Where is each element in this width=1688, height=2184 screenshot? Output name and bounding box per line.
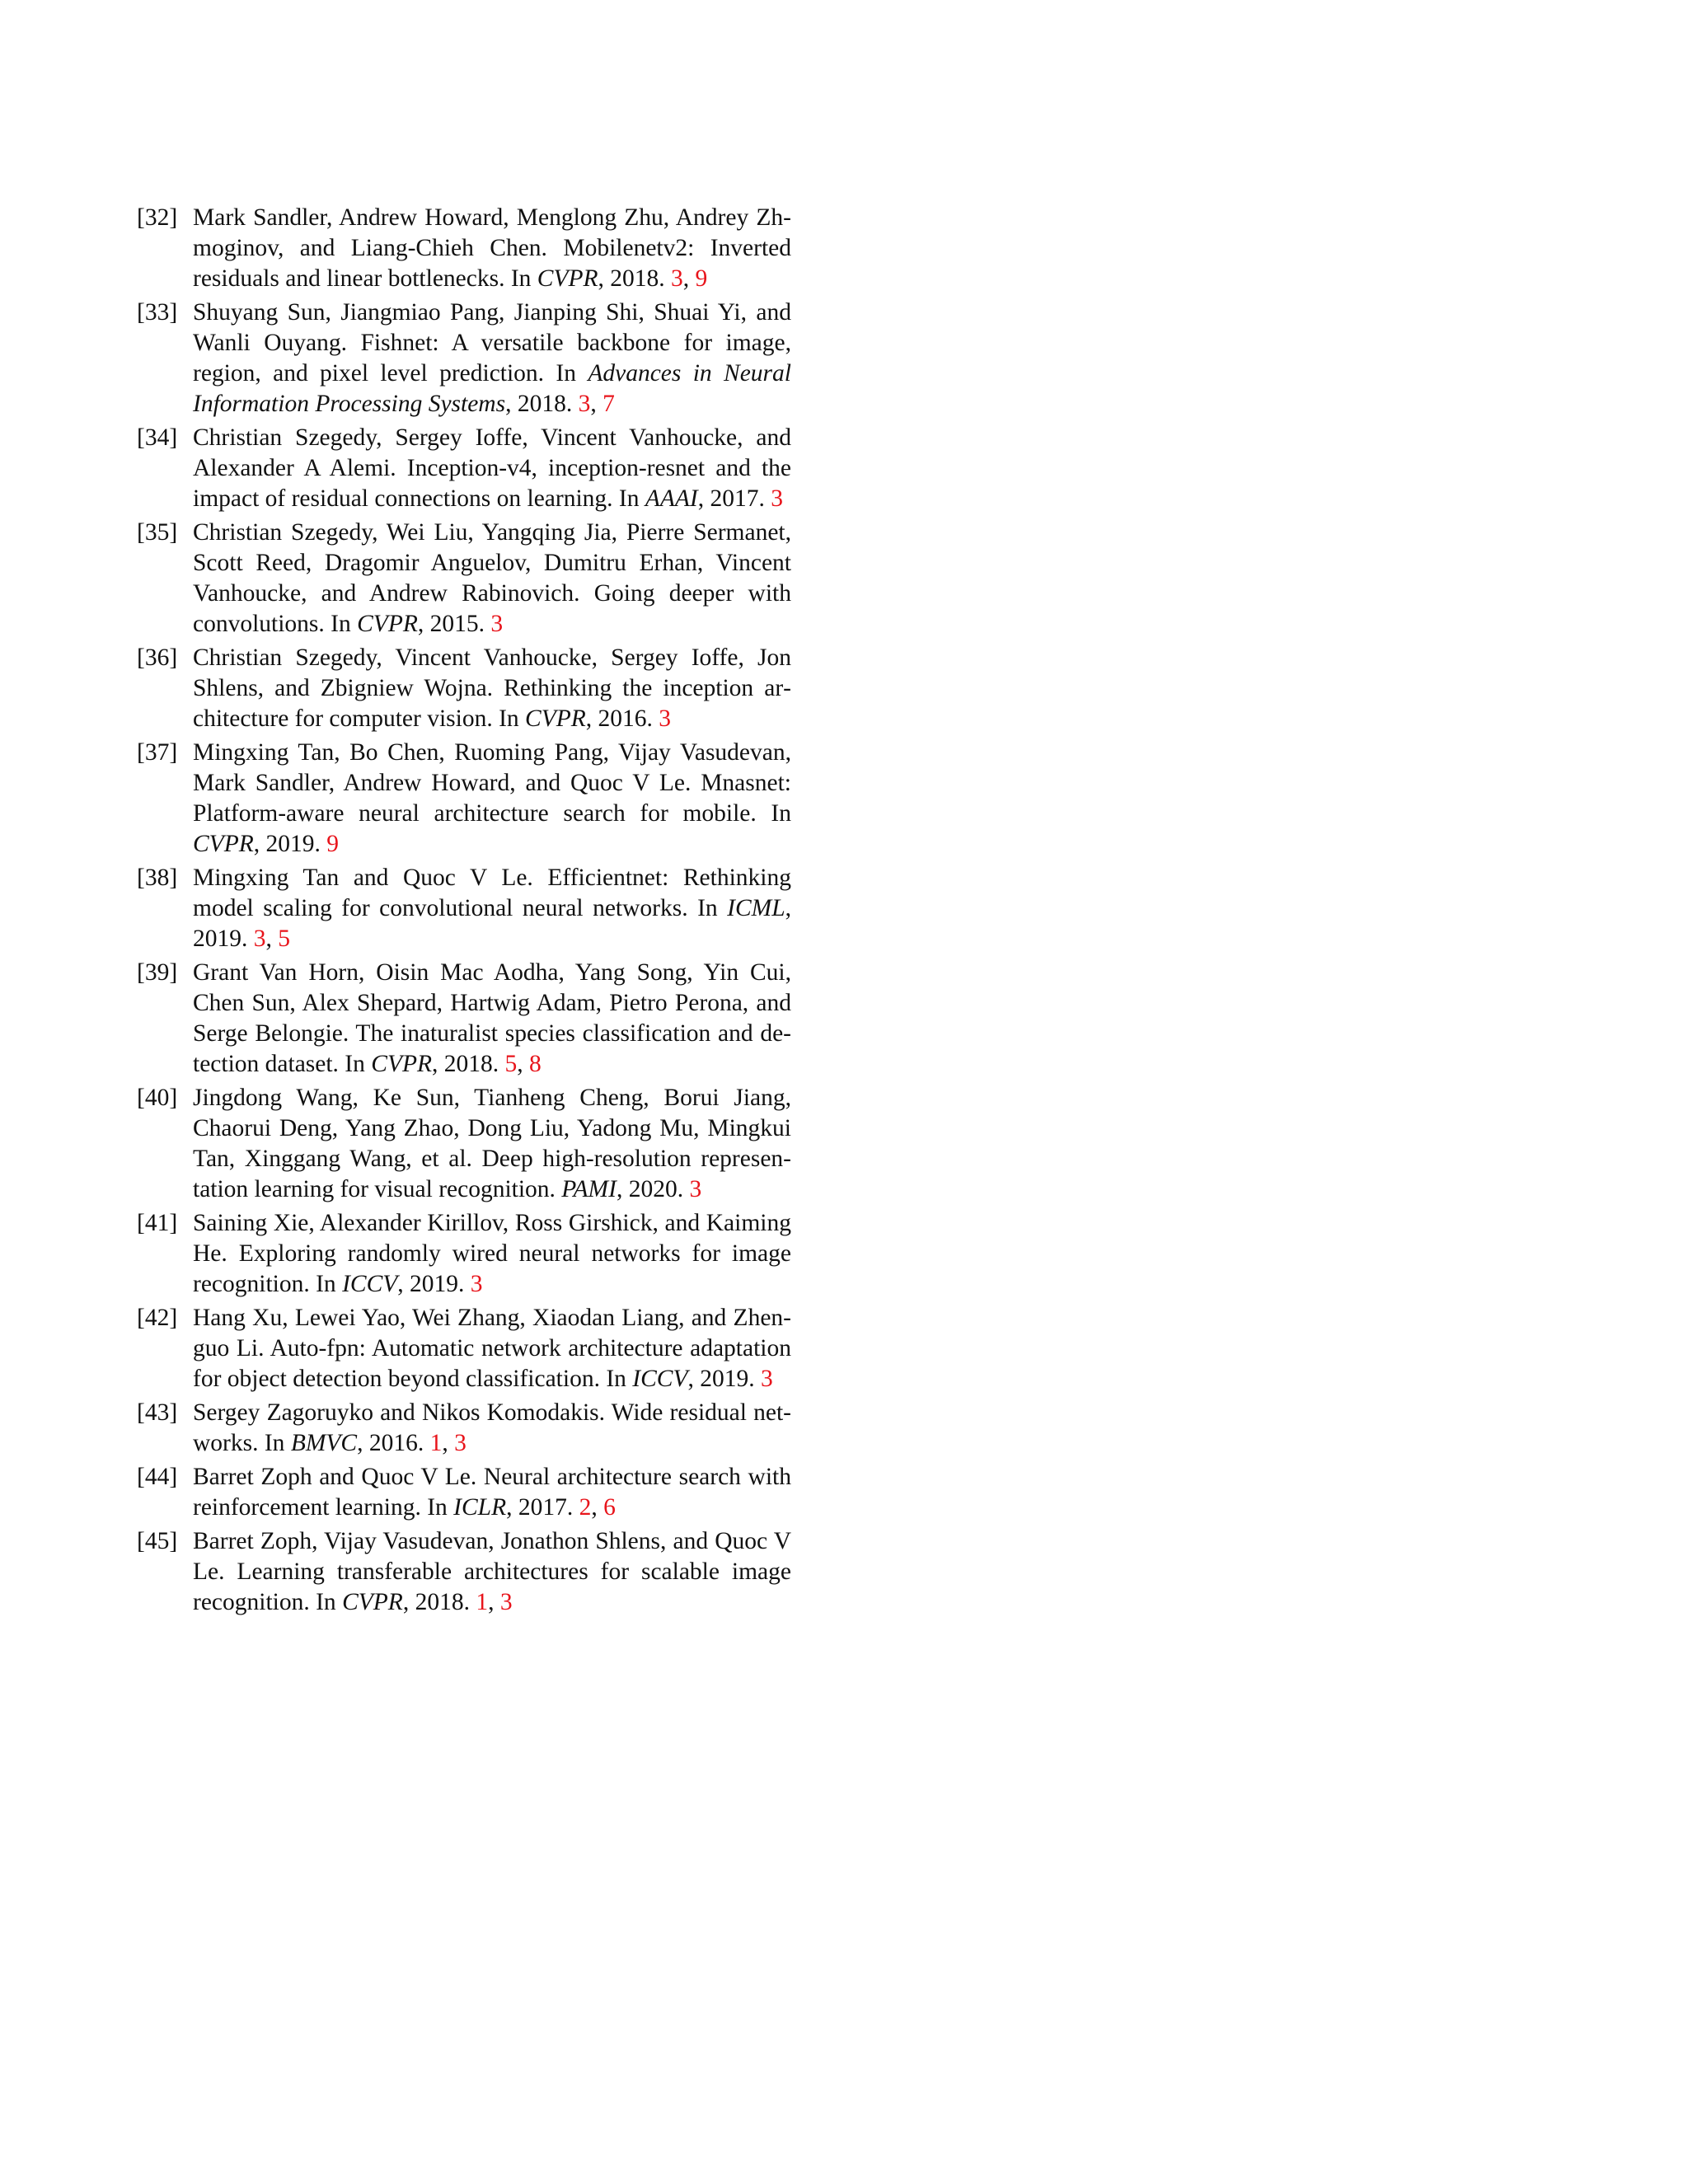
backlink[interactable]: 3 xyxy=(760,1366,773,1392)
reference-venue: ICCV xyxy=(632,1366,688,1392)
backlink[interactable]: 3 xyxy=(454,1430,467,1456)
reference-year: , 2018. xyxy=(505,391,579,417)
backlink[interactable]: 5 xyxy=(278,926,290,952)
reference-number: [42] xyxy=(137,1305,178,1331)
reference-year: , 2018. xyxy=(402,1589,476,1615)
backlink[interactable]: 6 xyxy=(603,1494,616,1521)
reference-entry: [44] Barret Zoph and Quoc V Le. Neural architecture search with reinforcement learning. In ICLR, 2017. 2, 6 xyxy=(137,1464,791,1521)
reference-number: [34] xyxy=(137,424,178,451)
backlink[interactable]: 5 xyxy=(504,1051,518,1077)
backlink[interactable]: 7 xyxy=(603,391,615,417)
backlink[interactable]: 3 xyxy=(671,265,683,292)
reference-text: Christian Szegedy, Vincent Vanhoucke, Sergey Ioffe, Jon Shlens, and Zbigniew Wojna. Rethinking the inception architecture for computer vision. In xyxy=(193,644,791,732)
reference-number: [38] xyxy=(137,865,178,891)
reference-year: , 2017. xyxy=(506,1494,579,1521)
reference-year: , 2018. xyxy=(598,265,672,292)
reference-text: Barret Zoph, Vijay Vasudevan, Jonathon Shlens, and Quoc V Le. Learning transferable architectures for scalable image recognition. In xyxy=(193,1528,791,1615)
reference-venue: AAAI xyxy=(645,485,698,512)
reference-year: , 2015. xyxy=(417,611,491,637)
reference-number: [44] xyxy=(137,1464,178,1490)
reference-entry xyxy=(137,1303,791,1394)
reference-entry xyxy=(137,738,791,860)
reference-entry: [43] Sergey Zagoruyko and Nikos Komodakis. Wide residual networks. In BMVC, 2016. 1, 3 xyxy=(137,1399,791,1456)
reference-venue: ICML xyxy=(727,895,785,921)
reference-number: [43] xyxy=(137,1399,178,1426)
reference-text: Christian Szegedy, Sergey Ioffe, Vincent Vanhoucke, and Alexander A Alemi. Inception-v4, inception-resnet and the impact of residual connections on learning. In xyxy=(193,424,791,512)
reference-year: , 2016. xyxy=(357,1430,430,1456)
backlink[interactable]: 1 xyxy=(429,1430,443,1456)
reference-number: [45] xyxy=(137,1528,178,1554)
reference-year: , 2017. xyxy=(697,485,771,512)
reference-venue: CVPR xyxy=(537,265,598,292)
reference-entry: [33] Shuyang Sun, Jiangmiao Pang, Jianping Shi, Shuai Yi, and Wanli Ouyang. Fishnet: A versatile backbone for image, region, and pixel level prediction. In Advances in Neural Information Processing Systems, 2018. 3, 7 xyxy=(137,299,791,417)
reference-text: Jingdong Wang, Ke Sun, Tianheng Cheng, Borui Jiang, Chaorui Deng, Yang Zhao, Dong Liu, Yadong Mu, Mingkui Tan, Xinggang Wang, et al. Deep high-resolution representation learning for visual recognition. xyxy=(193,1085,791,1202)
backlink[interactable]: 9 xyxy=(326,831,339,857)
reference-entry: [32] Mark Sandler, Andrew Howard, Menglong Zhu, Andrey Zhmoginov, and Liang-Chieh Chen. Mobilenetv2: Inverted residuals and linear bottlenecks. In CVPR, 2018. 3, 9 xyxy=(137,204,791,292)
reference-number: [36] xyxy=(137,644,178,671)
reference-venue: BMVC xyxy=(290,1430,358,1456)
reference-year: , 2018. xyxy=(432,1051,505,1077)
reference-venue: PAMI xyxy=(561,1176,617,1202)
reference-number: [35] xyxy=(137,519,178,546)
reference-text: Christian Szegedy, Wei Liu, Yangqing Jia, Pierre Sermanet, Scott Reed, Dragomir Anguelov, Dumitru Erhan, Vincent Vanhoucke, and Andrew Rabinovich. Going deeper with convolutions. In xyxy=(193,519,791,637)
backlink[interactable]: 3 xyxy=(470,1271,483,1297)
reference-venue: CVPR xyxy=(342,1589,403,1615)
reference-venue: ICCV xyxy=(342,1271,398,1297)
reference-text: Grant Van Horn, Oisin Mac Aodha, Yang Song, Yin Cui, Chen Sun, Alex Shepard, Hartwig Adam, Pietro Perona, and Serge Belongie. The inaturalist species classification and detection dataset. In xyxy=(193,959,791,1077)
reference-year: , 2019. xyxy=(193,895,791,952)
reference-text: Mingxing Tan, Bo Chen, Ruoming Pang, Vijay Vasudevan, Mark Sandler, Andrew Howard, and Quoc V Le. Mnasnet: Platform-aware neural architecture search for mobile. In xyxy=(193,739,791,827)
reference-venue: CVPR xyxy=(371,1051,433,1077)
backlink[interactable]: 3 xyxy=(659,705,672,732)
reference-number: [40] xyxy=(137,1085,178,1111)
backlink[interactable]: 3 xyxy=(253,926,266,952)
backlink[interactable]: 3 xyxy=(490,611,504,637)
reference-year: , 2016. xyxy=(585,705,659,732)
reference-entry xyxy=(137,643,791,734)
reference-venue: Advances in Neural Information Processing Systems xyxy=(193,360,791,417)
reference-entry: [45] Barret Zoph, Vijay Vasudevan, Jonathon Shlens, and Quoc V Le. Learning transferable architectures for scalable image recognition. In CVPR, 2018. 1, 3 xyxy=(137,1528,791,1615)
reference-venue: CVPR xyxy=(193,831,254,857)
backlink[interactable]: 8 xyxy=(529,1051,542,1077)
reference-text: Mark Sandler, Andrew Howard, Menglong Zhu, Andrey Zhmoginov, and Liang-Chieh Chen. Mobilenetv2: Inverted residuals and linear bottlenecks. In xyxy=(193,204,791,292)
reference-entry xyxy=(137,423,791,514)
reference-number: [39] xyxy=(137,959,178,986)
reference-text: Barret Zoph and Quoc V Le. Neural architecture search with reinforcement learning. In xyxy=(193,1464,791,1521)
reference-venue: ICLR xyxy=(453,1494,507,1521)
reference-year: , 2020. xyxy=(616,1176,690,1202)
backlink[interactable]: 3 xyxy=(689,1176,702,1202)
reference-number: [32] xyxy=(137,204,178,231)
backlink[interactable]: 9 xyxy=(695,265,708,292)
reference-entry xyxy=(137,1208,791,1300)
reference-venue: CVPR xyxy=(357,611,418,637)
backlink[interactable]: 3 xyxy=(578,391,591,417)
reference-text: Hang Xu, Lewei Yao, Wei Zhang, Xiaodan Liang, and Zhenguo Li. Auto-fpn: Automatic network architecture adaptation for object detection beyond classification. In xyxy=(193,1305,791,1392)
reference-venue: CVPR xyxy=(525,705,586,732)
reference-list xyxy=(137,203,791,1621)
reference-entry: [39] Grant Van Horn, Oisin Mac Aodha, Yang Song, Yin Cui, Chen Sun, Alex Shepard, Hartwig Adam, Pietro Perona, and Serge Belongie. The inaturalist species classification and detection dataset. In CVPR, 2018. 5, 8 xyxy=(137,959,791,1077)
reference-number: [37] xyxy=(137,739,178,766)
reference-text: Shuyang Sun, Jiangmiao Pang, Jianping Shi, Shuai Yi, and Wanli Ouyang. Fishnet: A versatile backbone for image, region, and pixel level prediction. In xyxy=(193,299,791,387)
reference-entry xyxy=(137,518,791,640)
reference-year: , 2019. xyxy=(687,1366,761,1392)
reference-text: Saining Xie, Alexander Kirillov, Ross Girshick, and Kaiming He. Exploring randomly wired neural networks for image recognition. In xyxy=(193,1210,791,1297)
reference-year: , 2019. xyxy=(397,1271,471,1297)
backlink[interactable]: 3 xyxy=(771,485,784,512)
backlink[interactable]: 3 xyxy=(499,1589,513,1615)
reference-entry: [38] Mingxing Tan and Quoc V Le. Efficientnet: Rethinking model scaling for convolutional neural networks. In ICML, 2019. 3, 5 xyxy=(137,865,791,952)
reference-number: [41] xyxy=(137,1210,178,1236)
reference-entry xyxy=(137,1083,791,1205)
reference-year: , 2019. xyxy=(253,831,327,857)
reference-number: [33] xyxy=(137,299,178,326)
reference-text: Mingxing Tan and Quoc V Le. Efficientnet: Rethinking model scaling for convolutional neural networks. In xyxy=(193,865,791,921)
backlink[interactable]: 1 xyxy=(476,1589,489,1615)
reference-text: Sergey Zagoruyko and Nikos Komodakis. Wide residual networks. In xyxy=(193,1399,791,1456)
backlink[interactable]: 2 xyxy=(579,1494,592,1521)
